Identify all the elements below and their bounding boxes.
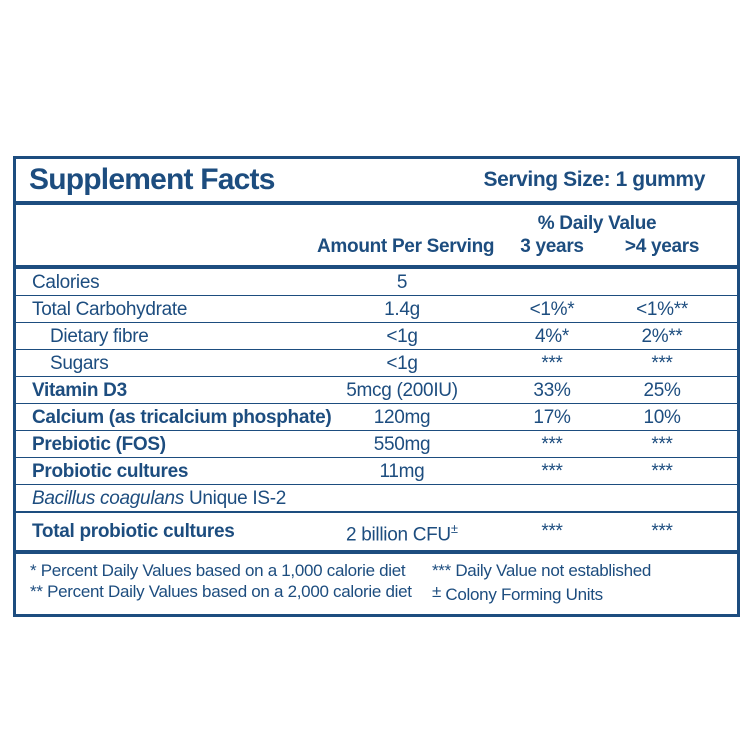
footnotes [16, 550, 737, 614]
row-calories [16, 267, 737, 296]
nutrient-name: Prebiotic (FOS) [32, 433, 166, 455]
dv-4years-value: *** [651, 521, 673, 543]
column-header-3years: 3 years [520, 236, 584, 257]
strain-name-cell [16, 485, 737, 513]
column-header-daily-value: % Daily Value [537, 213, 657, 234]
dv-4years-value: *** [651, 433, 673, 455]
dv-3years-value: *** [541, 460, 563, 482]
cfu-amount: 2 billion CFU [346, 524, 451, 546]
footnote-text: Daily Value not established [455, 561, 652, 581]
nutrient-name: Calcium (as tricalcium phosphate) [32, 406, 332, 428]
dv-3years-value [487, 267, 617, 296]
dv-3years-value: *** [541, 352, 563, 374]
nutrient-name: Probiotic cultures [32, 460, 189, 482]
amount-value: 5mcg (200IU) [346, 379, 458, 401]
cfu-footnote-marker: ± [450, 521, 458, 536]
strain-name-italic: Bacillus coagulans [32, 487, 184, 509]
dv-3years-value: *** [541, 433, 563, 455]
amount-value: 11mg [379, 460, 425, 482]
row-dietary-fibre [16, 323, 737, 350]
nutrient-name: Total Carbohydrate [32, 298, 188, 320]
nutrient-name: Calories [32, 271, 100, 293]
header-spacer [16, 205, 487, 234]
strain-name-rest: Unique IS-2 [183, 487, 286, 509]
footnote-colony-forming-units [432, 581, 723, 605]
amount-value: <1g [386, 325, 418, 347]
footnote-marker: ± [431, 582, 441, 602]
dv-4years-value: 2%** [641, 325, 683, 347]
footnotes-right-column [432, 560, 723, 605]
nutrient-name: Sugars [50, 352, 109, 374]
supplement-facts-label [13, 156, 740, 617]
table-head [16, 205, 737, 267]
footnote-marker: * [30, 561, 37, 581]
footnote-text: Percent Daily Values based on a 1,000 calorie diet [40, 561, 406, 581]
amount-value: 120mg [373, 406, 431, 428]
row-sugars [16, 350, 737, 377]
footnote-marker: ** [30, 582, 43, 602]
dv-3years-value: 17% [533, 406, 571, 428]
amount-value: 550mg [373, 433, 431, 455]
nutrient-name: Vitamin D3 [32, 379, 127, 401]
serving-size: Serving Size: 1 gummy [483, 168, 705, 191]
row-vitamin-d3 [16, 377, 737, 404]
footnote-2000-calorie [30, 581, 432, 602]
dv-4years-value [617, 267, 737, 296]
dv-4years-value: *** [651, 352, 673, 374]
footnote-text: Percent Daily Values based on a 2,000 calorie diet [47, 582, 412, 602]
column-header-row [16, 234, 737, 267]
amount-value [317, 512, 487, 550]
label-title: Supplement Facts [29, 163, 275, 196]
nutrition-table [16, 205, 737, 550]
footnote-dv-not-established [432, 560, 723, 581]
amount-value: <1g [386, 352, 418, 374]
dv-3years-value: <1%* [529, 298, 575, 320]
label-header [16, 159, 737, 205]
header-spacer [16, 234, 317, 267]
row-total-carbohydrate [16, 296, 737, 323]
dv-4years-value: <1%** [636, 298, 688, 320]
daily-value-header-row [16, 205, 737, 234]
dv-4years-value: 10% [643, 406, 681, 428]
amount-value: 1.4g [384, 298, 420, 320]
row-bacillus-strain [16, 485, 737, 513]
nutrient-name: Dietary fibre [50, 325, 149, 347]
column-header-amount: Amount Per Serving [317, 236, 495, 257]
dv-3years-value: 4%* [535, 325, 569, 347]
dv-3years-value: 33% [533, 379, 571, 401]
row-prebiotic-fos [16, 431, 737, 458]
footnote-marker: *** [431, 561, 451, 581]
amount-value: 5 [396, 271, 408, 293]
footnote-text: Colony Forming Units [445, 585, 603, 605]
row-total-probiotic-cultures [16, 512, 737, 550]
footnote-1000-calorie [30, 560, 432, 581]
row-calcium [16, 404, 737, 431]
nutrient-name: Total probiotic cultures [32, 521, 235, 543]
table-body [16, 267, 737, 550]
column-header-4years: >4 years [624, 236, 700, 257]
dv-4years-value: 25% [643, 379, 681, 401]
footnotes-left-column [30, 560, 432, 605]
dv-4years-value: *** [651, 460, 673, 482]
row-probiotic-cultures [16, 458, 737, 485]
dv-3years-value: *** [541, 521, 563, 543]
